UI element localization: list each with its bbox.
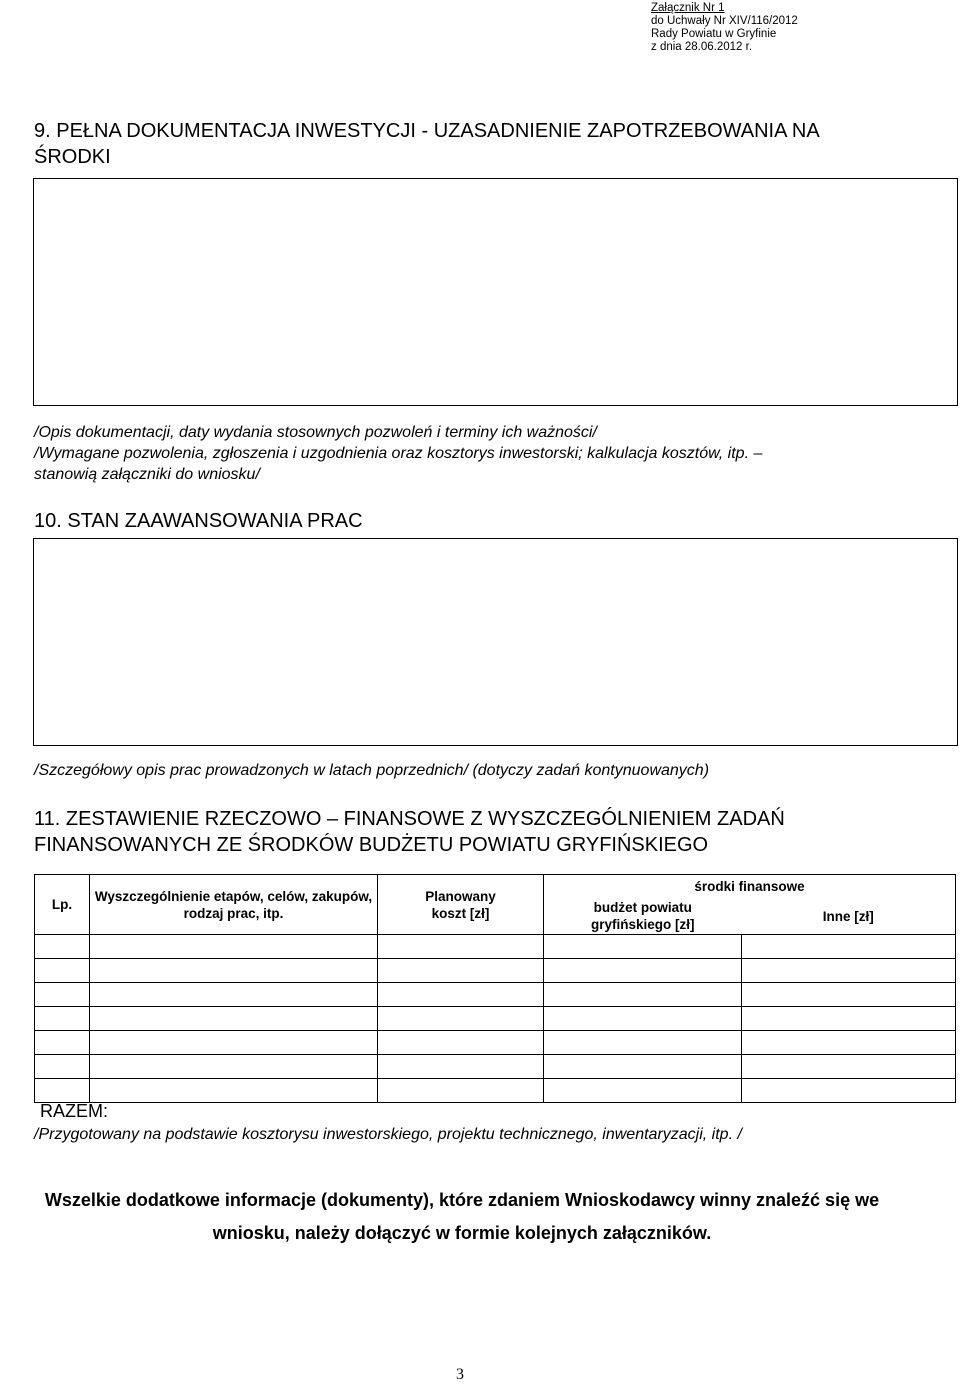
cell[interactable] <box>90 1079 378 1103</box>
cell[interactable] <box>742 1007 956 1031</box>
table-row <box>35 1079 956 1103</box>
section9-input-box[interactable] <box>33 178 958 406</box>
section11-note: /Przygotowany na podstawie kosztorysu inwestorskiego, projektu technicznego, inwentaryzacji, itp. / <box>34 1126 742 1143</box>
section9-note-line3: stanowią załączniki do wniosku/ <box>34 466 260 483</box>
cell[interactable] <box>35 1031 90 1055</box>
cell[interactable] <box>90 983 378 1007</box>
header-county-budget <box>544 899 742 935</box>
table-header-row <box>35 875 956 899</box>
section11-title-line1: 11. ZESTAWIENIE RZECZOWO – FINANSOWE Z WYSZCZEGÓLNIENIEM ZADAŃ <box>34 808 785 830</box>
section10-input-box[interactable] <box>33 538 958 746</box>
section9-title-line2: ŚRODKI <box>34 146 111 168</box>
council-name: Rady Powiatu w Gryfinie <box>651 28 777 40</box>
header-planned-cost <box>378 875 544 935</box>
closing-line2: wniosku, należy dołączyć w formie kolejnych załączników. <box>212 1223 712 1243</box>
cell[interactable] <box>378 1055 544 1079</box>
cell[interactable] <box>378 1031 544 1055</box>
cell[interactable] <box>35 1007 90 1031</box>
resolution-number: do Uchwały Nr XIV/116/2012 <box>651 15 798 27</box>
closing-line1: Wszelkie dodatkowe informacje (dokumenty), które zdaniem Wnioskodawcy winny znaleźć się we <box>44 1190 880 1210</box>
cell[interactable] <box>544 1031 742 1055</box>
header-description <box>90 875 378 935</box>
cell[interactable] <box>544 959 742 983</box>
cell[interactable] <box>742 983 956 1007</box>
header-description-line1: Wyszczególnienie etapów, celów, zakupów, <box>94 888 373 904</box>
cell[interactable] <box>35 983 90 1007</box>
cell[interactable] <box>544 935 742 959</box>
section9-title-line1: 9. PEŁNA DOKUMENTACJA INWESTYCJI - UZASADNIENIE ZAPOTRZEBOWANIA NA <box>34 120 820 142</box>
table-row <box>35 1055 956 1079</box>
header-cost-line2: koszt [zł] <box>431 905 490 921</box>
financial-table <box>34 874 956 1103</box>
table-row <box>35 959 956 983</box>
cell[interactable] <box>378 983 544 1007</box>
cell[interactable] <box>35 1079 90 1103</box>
cell[interactable] <box>35 959 90 983</box>
cell[interactable] <box>544 1079 742 1103</box>
header-funds: środki finansowe <box>544 875 956 899</box>
section11-title-line2: FINANSOWANYCH ZE ŚRODKÓW BUDŻETU POWIATU GRYFIŃSKIEGO <box>34 834 709 856</box>
section9-note-line1: /Opis dokumentacji, daty wydania stosownych pozwoleń i terminy ich ważności/ <box>34 424 597 441</box>
table-row <box>35 935 956 959</box>
header-other: Inne [zł] <box>742 899 956 935</box>
table-row <box>35 1007 956 1031</box>
cell[interactable] <box>378 1007 544 1031</box>
resolution-date: z dnia 28.06.2012 r. <box>651 41 753 53</box>
cell[interactable] <box>742 1055 956 1079</box>
cell[interactable] <box>378 935 544 959</box>
cell[interactable] <box>544 1055 742 1079</box>
cell[interactable] <box>742 959 956 983</box>
cell[interactable] <box>378 1079 544 1103</box>
header-budget-line1: budżet powiatu <box>593 900 692 916</box>
cell[interactable] <box>544 1007 742 1031</box>
cell[interactable] <box>90 959 378 983</box>
cell[interactable] <box>378 959 544 983</box>
cell[interactable] <box>90 1031 378 1055</box>
section10-title: 10. STAN ZAAWANSOWANIA PRAC <box>34 510 363 532</box>
header-cost-line1: Planowany <box>425 888 496 904</box>
section10-note: /Szczegółowy opis prac prowadzonych w latach poprzednich/ (dotyczy zadań kontynuowanych) <box>34 762 710 779</box>
attachment-label: Załącznik Nr 1 <box>651 2 725 14</box>
page-number: 3 <box>456 1366 464 1383</box>
attachment-note <box>651 2 798 54</box>
cell[interactable] <box>742 935 956 959</box>
cell[interactable] <box>544 983 742 1007</box>
section9-note-line2: /Wymagane pozwolenia, zgłoszenia i uzgodnienia oraz kosztorys inwestorski; kalkulacja kosztów, itp. – <box>34 445 763 462</box>
header-budget-line2: gryfińskiego [zł] <box>590 917 695 933</box>
cell[interactable] <box>35 1055 90 1079</box>
cell[interactable] <box>90 1007 378 1031</box>
cell[interactable] <box>35 935 90 959</box>
cell[interactable] <box>90 1055 378 1079</box>
cell[interactable] <box>742 1031 956 1055</box>
cell[interactable] <box>90 935 378 959</box>
table-row <box>35 1031 956 1055</box>
cell[interactable] <box>742 1079 956 1103</box>
header-lp: Lp. <box>35 875 90 935</box>
table-row <box>35 983 956 1007</box>
total-label: RAZEM: <box>40 1101 109 1121</box>
header-description-line2: rodzaj prac, itp. <box>183 905 284 921</box>
